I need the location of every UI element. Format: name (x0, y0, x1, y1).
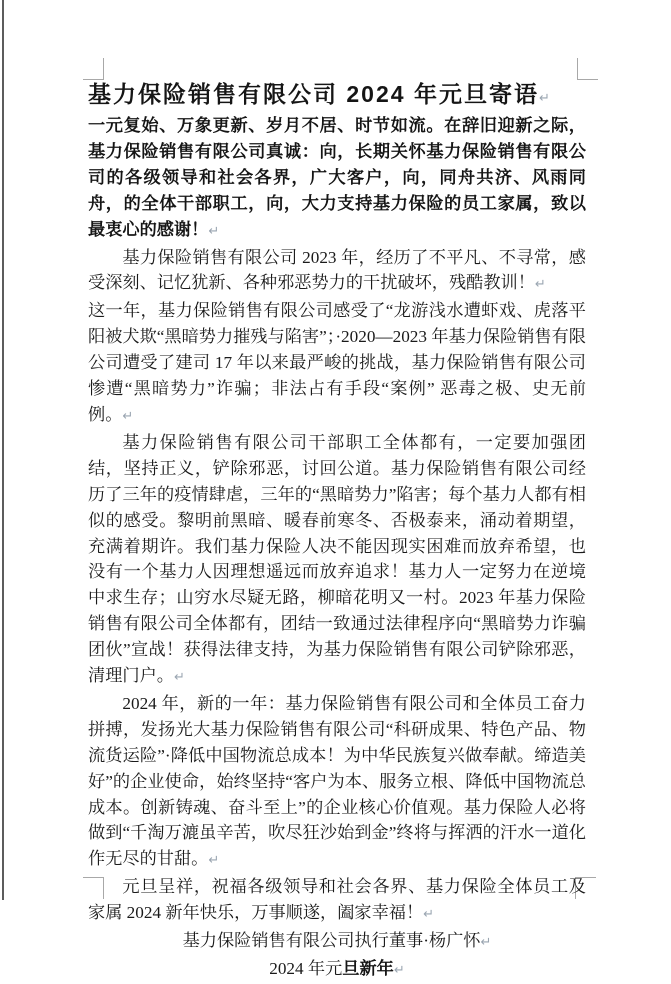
paragraph-mark-icon: ↵ (538, 91, 550, 106)
paragraph-mark-icon: ↵ (393, 963, 405, 978)
document-title (88, 80, 586, 113)
paragraph-this-year-text: 这一年，基力保险销售有限公司感受了“龙游浅水遭虾戏、虎落平阳被犬欺“黑暗势力摧残与陷害”；·2020—2023 年基力保险销售有限公司遭受了建司 17 年以来最严峻的挑战，基力保险销售有限公司惨遭“黑暗势力”诈骗；非法占有手段“案例” 恶毒之极、史无前例。 (88, 301, 586, 424)
document-text-area[interactable] (88, 80, 586, 984)
document-title-text: 基力保险销售有限公司 2024 年元旦寄语 (88, 81, 539, 107)
paragraph-2024-outlook-text: 2024 年，新的一年：基力保险销售有限公司和全体员工奋力拼搏，发扬光大基力保险销售有限公司“科研成果、特色产品、物流货运险”·降低中国物流总成本！为中华民族复兴做奉献。缔造美好”的企业使命，始终坚持“客户为本、服务立根、降低中国物流总成本。创新铸魂、奋斗至上”的企业核心价值观。基力保险人必将做到“千淘万漉虽辛苦，吹尽狂沙始到金”终将与挥洒的汗水一道化作无尽的甘甜。 (88, 693, 586, 869)
paragraph-blessing-text: 元旦呈祥，祝福各级领导和社会各界、基力保险全体员工及家属 2024 新年快乐，万事顺遂，阖家幸福！ (88, 877, 586, 923)
paragraph-mark-icon: ↵ (208, 223, 220, 239)
crop-mark-top-left (83, 58, 104, 80)
paragraph-2023-review-text: 基力保险销售有限公司 2023 年，经历了不平凡、不寻常，感受深刻、记忆犹新、各种邪恶势力的干扰破坏，残酷教训！ (88, 247, 586, 293)
crop-mark-top-right (577, 58, 598, 80)
paragraph-unity[interactable] (88, 430, 586, 691)
paragraph-this-year[interactable] (88, 298, 586, 430)
paragraph-greeting-text: 一元复始、万象更新、岁月不居、时节如流。在辞旧迎新之际，基力保险销售有限公司真诚：向，长期关怀基力保险销售有限公司的各级领导和社会各界，广大客户，向，同舟共济、风雨同舟，的全体干部职工，向，大力支持基力保险的员工家属，致以最衷心的感谢！ (88, 115, 586, 239)
date-line-normal-text: 2024 年元 (269, 959, 343, 978)
date-line[interactable] (88, 956, 586, 984)
paragraph-greeting[interactable] (88, 113, 586, 245)
paragraph-mark-icon: ↵ (173, 670, 185, 686)
paragraph-2024-outlook[interactable] (88, 691, 586, 874)
paragraph-mark-icon: ↵ (534, 277, 546, 293)
signature-line-text: 基力保险销售有限公司执行董事·杨广怀 (182, 931, 481, 951)
paragraph-unity-text: 基力保险销售有限公司干部职工全体都有，一定要加强团结，坚持正义，铲除邪恶，讨回公道。基力保险销售有限公司经历了三年的疫情肆虐，三年的“黑暗势力”陷害；每个基力人都有相似的感受。黎明前黑暗、暖春前寒冬、否极泰来，涌动着期望，充满着期许。我们基力保险人决不能因现实困难而放弃希望，也没有一个基力人因理想遥远而放弃追求！基力人一定努力在逆境中求生存；山穷水尽疑无路，柳暗花明又一村。2023 年基力保险销售有限公司全体都有，团结一致通过法律程序向“黑暗势力诈骗团伙”宣战！获得法律支持，为基力保险销售有限公司铲除邪恶，清理门户。 (88, 432, 586, 686)
date-line-bold-text: 旦新年 (342, 958, 394, 978)
page-left-edge (2, 0, 4, 900)
paragraph-mark-icon: ↵ (208, 853, 220, 869)
signature-line[interactable] (88, 928, 586, 956)
paragraph-blessing[interactable] (88, 874, 586, 928)
paragraph-2023-review[interactable] (88, 245, 586, 299)
paragraph-mark-icon: ↵ (122, 408, 134, 424)
paragraph-mark-icon: ↵ (423, 907, 435, 923)
paragraph-mark-icon: ↵ (480, 935, 492, 951)
